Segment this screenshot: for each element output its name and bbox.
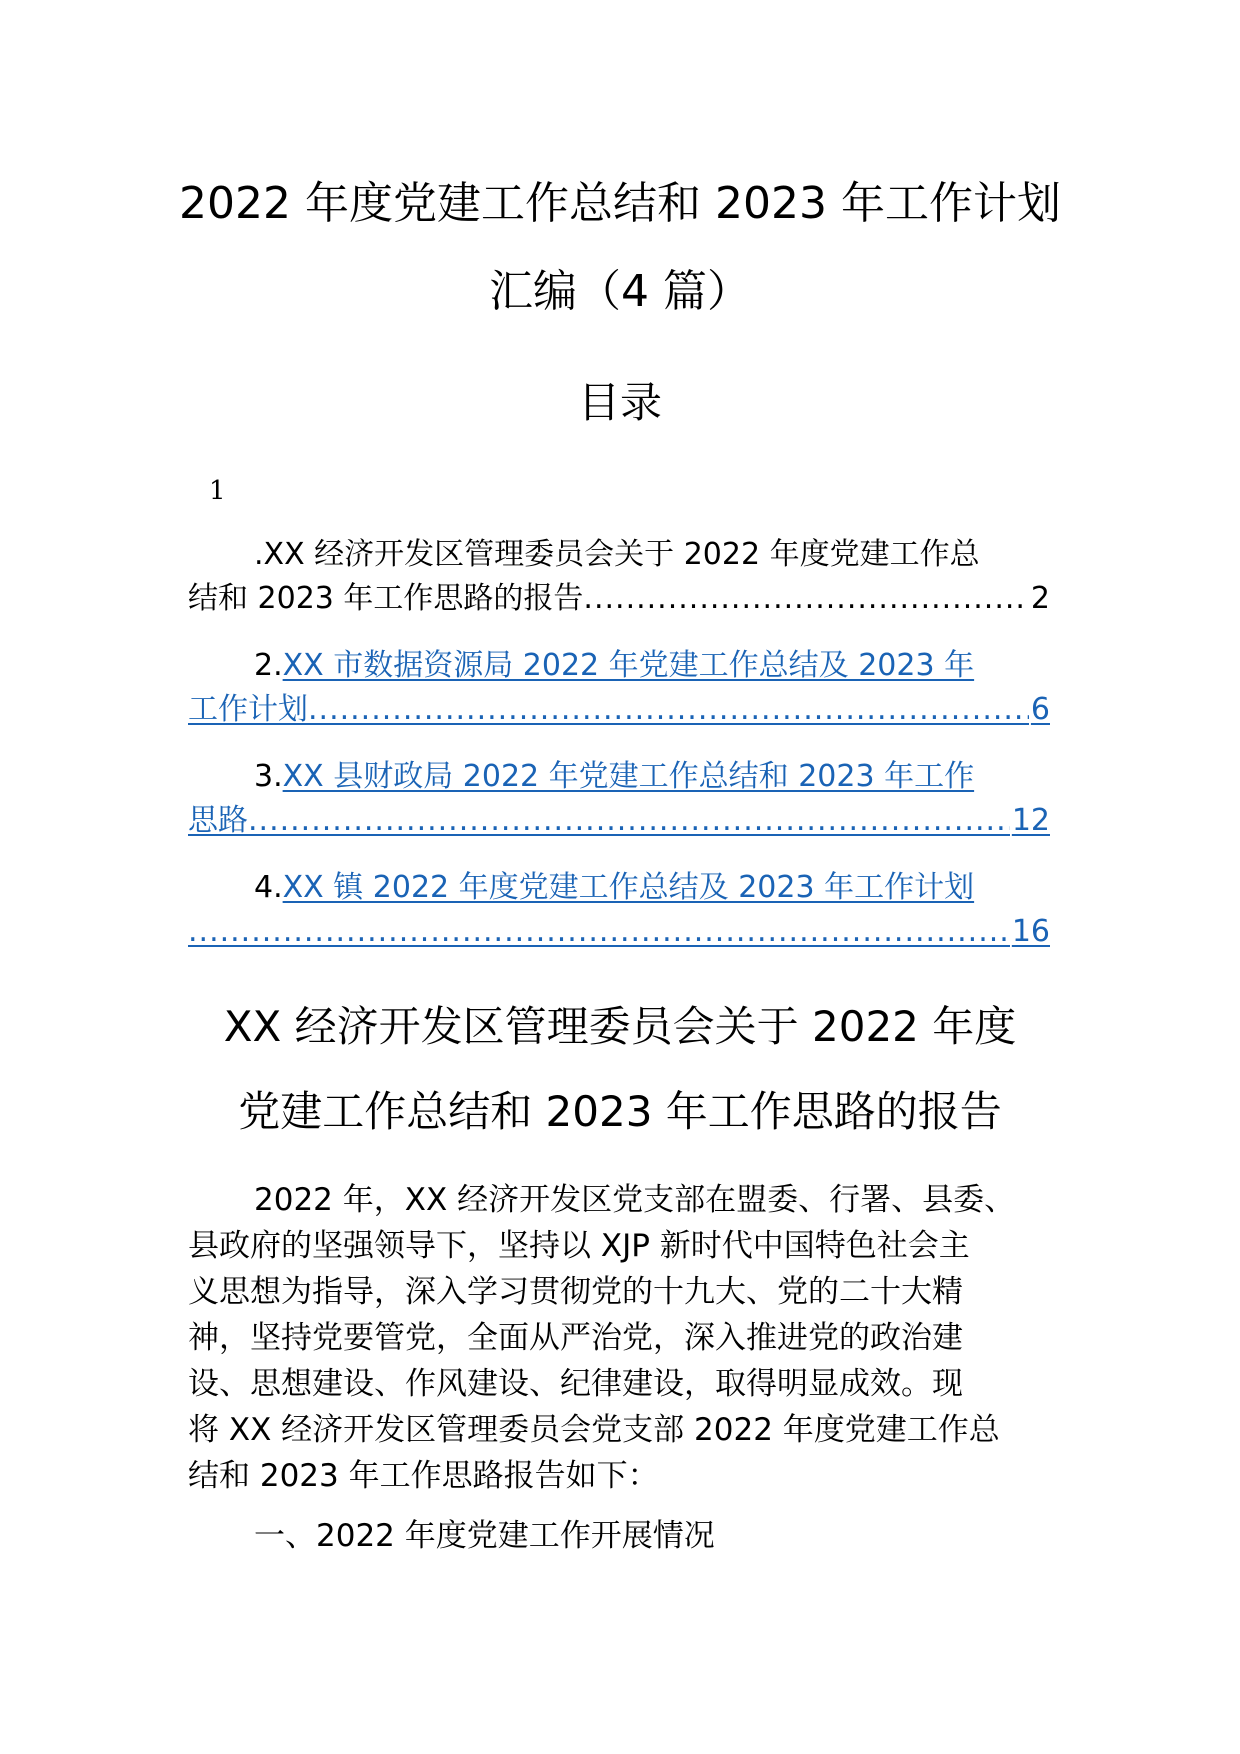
- toc-entry-title-cont: 结和 2023 年工作思路的报告: [188, 581, 584, 616]
- toc-entry-line: [188, 577, 1050, 621]
- toc-entry-line[interactable]: [188, 688, 1050, 732]
- toc-entry-prefix: 4.: [254, 870, 283, 905]
- toc-entry-line[interactable]: [188, 910, 1050, 954]
- toc-entry-prefix: 2.: [254, 648, 283, 683]
- paragraph-line: 将 XX 经济开发区管理委员会党支部 2022 年度党建工作总: [188, 1412, 1000, 1448]
- toc-dot-leader[interactable]: [248, 799, 1010, 843]
- toc-entry-line[interactable]: [188, 799, 1050, 843]
- body-paragraph: [188, 1177, 1050, 1499]
- toc-entry-link[interactable]: [283, 866, 1050, 910]
- toc-dot-leader: [583, 577, 1028, 621]
- toc-page-number[interactable]: 6: [1030, 692, 1050, 727]
- toc-entry-link[interactable]: [283, 755, 1050, 799]
- toc-entry-4[interactable]: [188, 866, 1050, 954]
- paragraph-line: 2022 年，XX 经济开发区党支部在盟委、行署、县委、: [254, 1182, 1016, 1218]
- toc-entry-line: [188, 644, 1050, 688]
- toc-entry-line: [188, 866, 1050, 910]
- toc-entry-title-cont[interactable]: 思路: [188, 803, 248, 838]
- toc-entry-title: .XX 经济开发区管理委员会关于 2022 年度党建工作总: [254, 537, 980, 572]
- toc-entry-2[interactable]: [188, 644, 1050, 732]
- toc-dot-leader[interactable]: [308, 688, 1029, 732]
- paragraph-line: 神，坚持党要管党，全面从严治党，深入推进党的政治建: [188, 1320, 963, 1356]
- paragraph-line: 结和 2023 年工作思路报告如下：: [188, 1458, 659, 1494]
- paragraph-line: 县政府的坚强领导下，坚持以 XJP 新时代中国特色社会主: [188, 1228, 970, 1264]
- toc-page-number[interactable]: 12: [1011, 803, 1050, 838]
- toc-entry-title-cont[interactable]: 工作计划: [188, 692, 308, 727]
- paragraph-line: 设、思想建设、作风建设、纪律建设，取得明显成效。现: [188, 1366, 963, 1402]
- paragraph-line: 义思想为指导，深入学习贯彻党的十九大、党的二十大精: [188, 1274, 963, 1310]
- toc-stray-number: 1: [209, 476, 226, 506]
- section-subheading: 一、2022 年度党建工作开展情况: [254, 1518, 715, 1554]
- toc-entry-line: [188, 755, 1050, 799]
- section-title-line-2: 党建工作总结和 2023 年工作思路的报告: [238, 1087, 1002, 1136]
- toc-dot-leader[interactable]: [188, 910, 1010, 954]
- section-title-line-1: XX 经济开发区管理委员会关于 2022 年度: [223, 1002, 1017, 1051]
- toc-entry-title[interactable]: XX 镇 2022 年度党建工作总结及 2023 年工作计划: [282, 870, 975, 905]
- toc-entry-1[interactable]: [188, 533, 1050, 621]
- toc-entry-line: [188, 533, 1050, 577]
- toc-entry-title[interactable]: XX 市数据资源局 2022 年党建工作总结及 2023 年: [282, 648, 975, 683]
- toc-entry-3[interactable]: [188, 755, 1050, 843]
- document-title-line-1: 2022 年度党建工作总结和 2023 年工作计划: [179, 178, 1061, 229]
- document-title-line-2: 汇编（4 篇）: [489, 266, 751, 317]
- toc-page-number[interactable]: 16: [1011, 914, 1050, 949]
- toc-entry-prefix: 3.: [254, 759, 283, 794]
- toc-page-number: 2: [1030, 581, 1050, 616]
- toc-entry-link[interactable]: [283, 644, 1050, 688]
- toc-heading: 目录: [577, 378, 662, 427]
- toc-entry-title[interactable]: XX 县财政局 2022 年党建工作总结和 2023 年工作: [282, 759, 975, 794]
